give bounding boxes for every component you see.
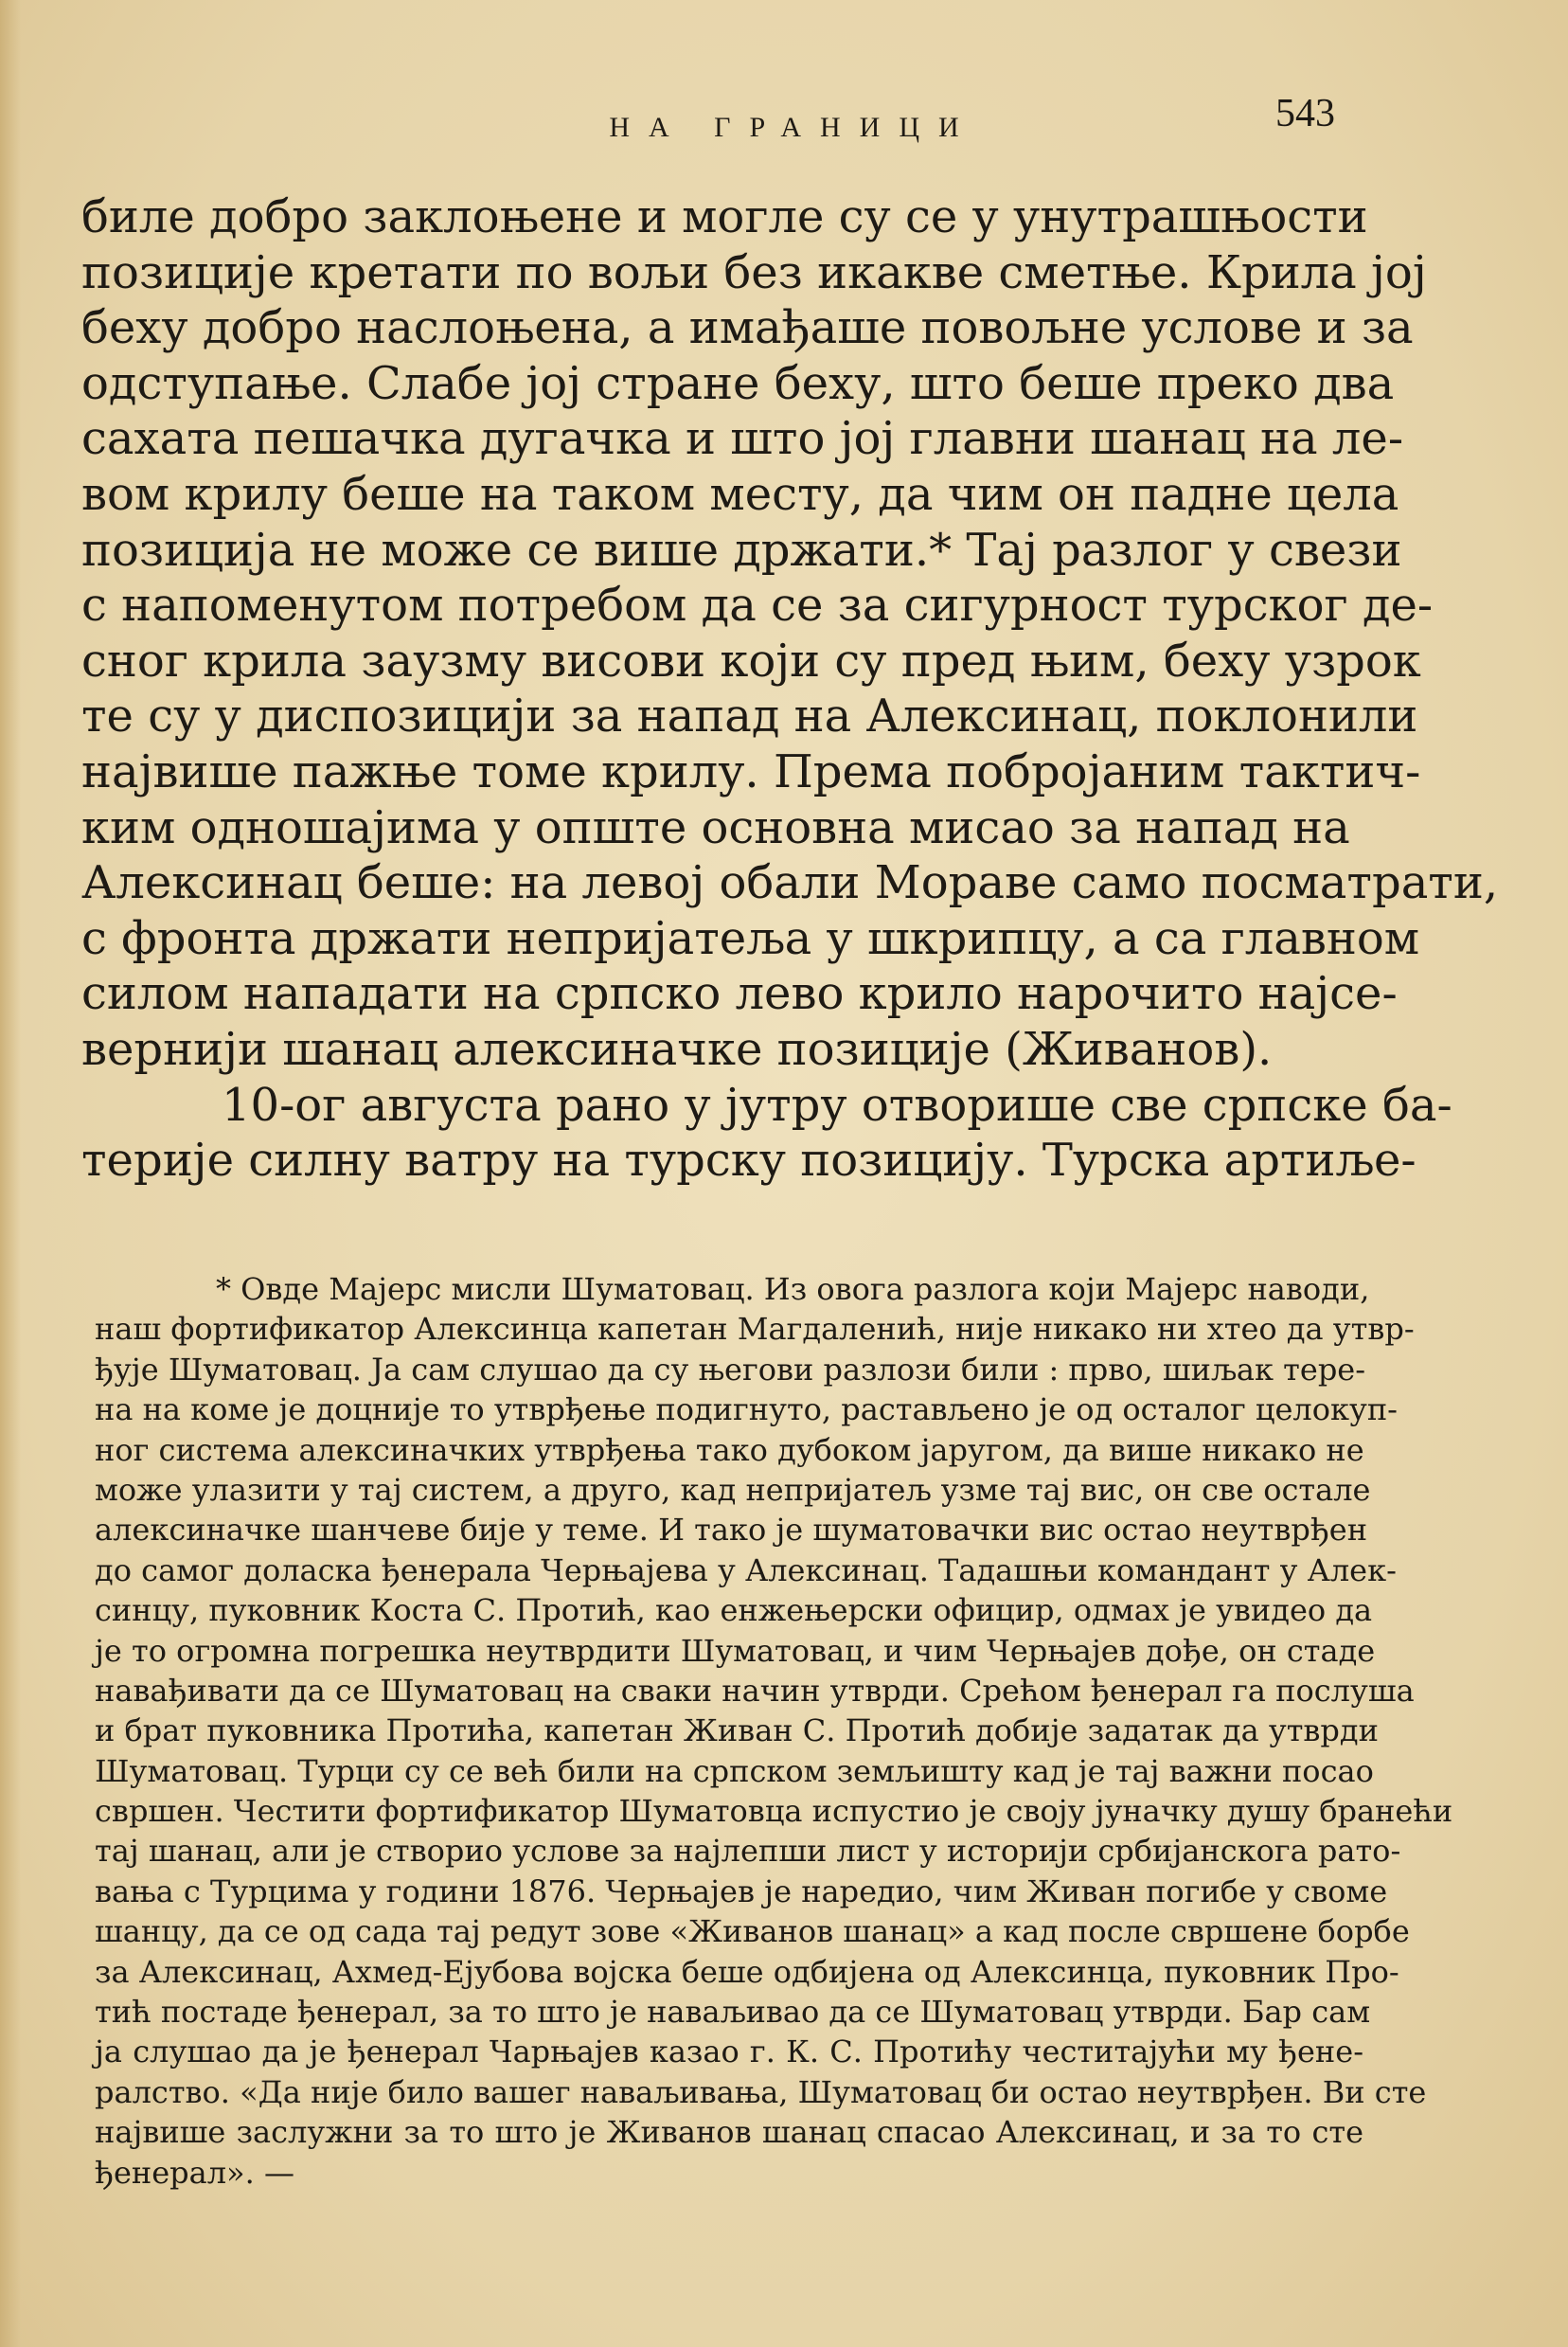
footnote-line: ног система алексиначких утврђења тако дубоком јаругом, да више никако не bbox=[95, 1431, 1364, 1468]
text-line: с фронта држати непријатеља у шкрипцу, а са главном bbox=[81, 911, 1420, 965]
text-line: вернији шанац алексиначке позиције (Живанов). bbox=[81, 1022, 1273, 1076]
footnote-line: ђенерал». — bbox=[95, 2154, 294, 2191]
footnote-line: тај шанац, али је створио услове за најлепши лист у историји србијанскога рато- bbox=[95, 1833, 1401, 1870]
footnote-line: шанцу, да се од сада тај редут зове «Живанов шанац» а кад после свршене борбе bbox=[95, 1913, 1410, 1950]
footnote-line: * Овде Мајерс мисли Шуматовац. Из овога разлога који Мајерс наводи, bbox=[216, 1271, 1370, 1307]
footnote-line: наш фортификатор Алексинца капетан Магдаленић, није никако ни хтео да утвр- bbox=[95, 1311, 1415, 1348]
footnote-line: тић постаде ђенерал, за то што је наваљивао да се Шуматовац утврди. Бар сам bbox=[95, 1994, 1371, 2031]
text-line: одступање. Слабе јој стране беху, што беше преко два bbox=[81, 356, 1395, 410]
page-number: 543 bbox=[1275, 92, 1335, 135]
footnote-line: до самог доласка ђенерала Черњајева у Алексинац. Тадашњи командант у Алек- bbox=[95, 1551, 1397, 1588]
running-head: НА ГРАНИЦИ bbox=[609, 112, 978, 143]
footnote-line: Шуматовац. Турци су се већ били на српском земљишту кад је тај важни посао bbox=[95, 1752, 1374, 1789]
footnote-line: може улазити у тај систем, а друго, кад непријатељ узме тај вис, он све остале bbox=[95, 1471, 1371, 1508]
text-line: беху добро наслоњена, а имађаше повољне услове и за bbox=[81, 301, 1414, 355]
footnote-line: највише заслужни за то што је Живанов шанац спасао Алексинац, и за то сте bbox=[95, 2114, 1363, 2151]
text-line: вом крилу беше на таком месту, да чим он падне цела bbox=[81, 467, 1399, 521]
text-line: сахата пешачка дугачка и што јој главни шанац на ле- bbox=[81, 412, 1404, 466]
text-line: биле добро заклоњене и могле су се у унутрашњости bbox=[81, 190, 1368, 243]
text-line: Алексинац беше: на левој обали Мораве само посматрати, bbox=[81, 856, 1499, 910]
footnote-line: свршен. Честити фортификатор Шуматовца испустио је своју јуначку душу бранећи bbox=[95, 1793, 1453, 1830]
footnote-line: алексиначке шанчеве бије у теме. И тако је шуматовачки вис остао неутврђен bbox=[95, 1512, 1368, 1549]
footnote-line: за Алексинац, Ахмед-Ејубова војска беше одбијена од Алексинца, пуковник Про- bbox=[95, 1953, 1399, 1990]
text-line: ким одношајима у опште основна мисао за напад на bbox=[81, 800, 1350, 854]
footnote-line: навађивати да се Шуматовац на сваки начин утврди. Срећом ђенерал га послуша bbox=[95, 1672, 1415, 1709]
footnote-line: ђује Шуматовац. Ја сам слушао да су његови разлози били : прво, шиљак тере- bbox=[95, 1351, 1366, 1388]
text-line: терије силну ватру на турску позицију. Турска артиље- bbox=[81, 1134, 1417, 1188]
footnote bbox=[95, 1269, 1453, 2193]
text-line: позиција не може се више држати.* Тај разлог у свези bbox=[81, 523, 1402, 577]
footnote-line: и брат пуковника Протића, капетан Живан С. Протић добије задатак да утврди bbox=[95, 1712, 1379, 1749]
footnote-line: вања с Турцима у години 1876. Черњајев је наредио, чим Живан погибе у своме bbox=[95, 1872, 1388, 1909]
text-line: сног крила заузму висови који су пред њим, беху узрок bbox=[81, 634, 1421, 688]
text-line: позиције кретати по вољи без икакве сметње. Крила јој bbox=[81, 245, 1427, 299]
footnote-line: ралство. «Да није било вашег наваљивања, Шуматовац би остао неутврђен. Ви сте bbox=[95, 2073, 1427, 2110]
footnote-line: синцу, пуковник Коста С. Протић, као енжењерски официр, одмах је увидео да bbox=[95, 1592, 1373, 1629]
text-line: с напоменутом потребом да се за сигурност турског де- bbox=[81, 579, 1434, 633]
text-line: 10-ог августа рано у јутру отворише све српске ба- bbox=[222, 1078, 1452, 1132]
footnote-line: је то огромна погрешка неутврдити Шуматовац, и чим Черњајев дође, он стаде bbox=[95, 1632, 1376, 1669]
footnote-line: ја слушао да је ђенерал Чарњајев казао г. К. С. Протићу честитајући му ђене- bbox=[95, 2033, 1363, 2070]
text-line: највише пажње томе крилу. Према побројаним тактич- bbox=[81, 744, 1421, 798]
text-line: те су у диспозицији за напад на Алексинац, поклонили bbox=[81, 690, 1418, 744]
main-text bbox=[81, 189, 1499, 1189]
footnote-line: на на коме је доцније то утврђење подигнуто, растављено је од осталог целокуп- bbox=[95, 1391, 1398, 1428]
page-edge-shadow bbox=[0, 0, 21, 2347]
text-line: силом нападати на српско лево крило нарочито најсе- bbox=[81, 967, 1398, 1021]
page-header bbox=[0, 0, 1568, 170]
